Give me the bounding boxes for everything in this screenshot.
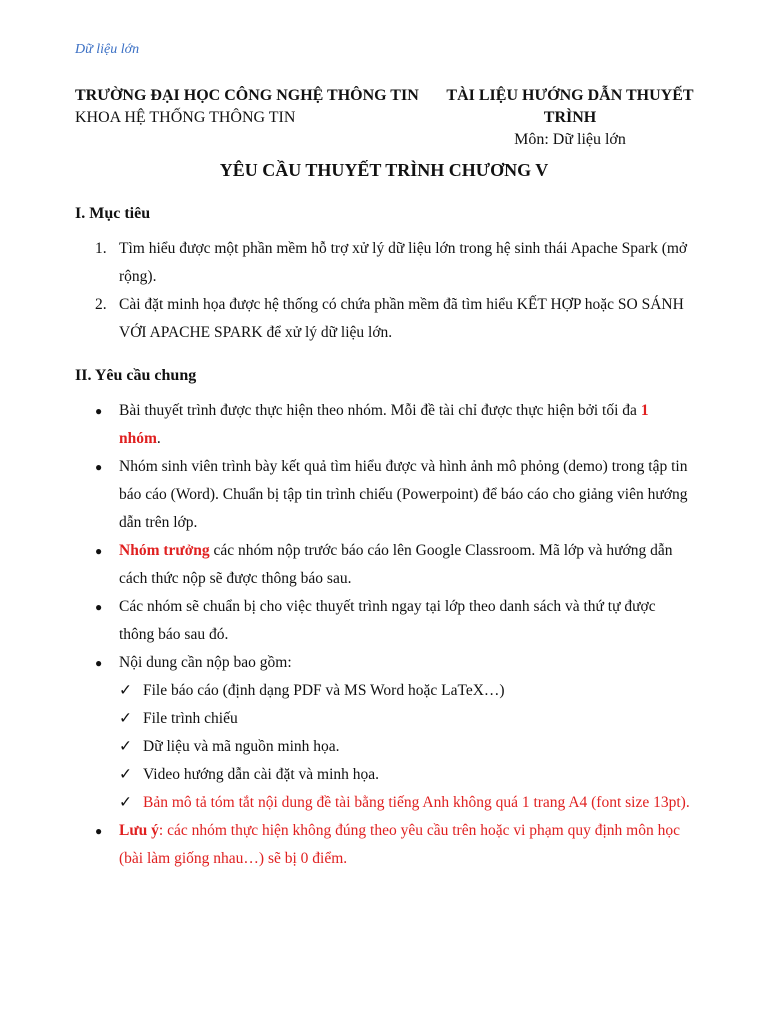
subject-name: Môn: Dữ liệu lớn [514,131,626,148]
item-text: File trình chiếu [143,710,238,727]
item-text: Video hướng dẫn cài đặt và minh họa. [143,766,380,783]
item-text: các nhóm nộp trước báo cáo lên Google Classroom. Mã lớp và hướng dẫn cách thức nộp sẽ được thông báo sau. [119,542,673,587]
checkmark-icon: ✓ [119,738,132,755]
checkmark-icon: ✓ [119,766,132,783]
bullet-icon: ● [95,404,103,418]
list-item [75,593,690,649]
section-heading-general: II. Yêu cầu chung [75,367,197,384]
item-text: Dữ liệu và mã nguồn minh họa. [143,738,340,755]
checkmark-icon: ✓ [119,710,132,727]
running-header: Dữ liệu lớn [75,42,140,57]
list-item [75,817,690,873]
item-text: Nhóm sinh viên trình bày kết quả tìm hiểu được và hình ảnh mô phỏng (demo) trong tập tin báo cáo (Word). Chuẩn bị tập tin trình chiếu (Powerpoint) để báo cáo cho giảng viên hướng dẫn trên lớp. [119,458,688,531]
item-text: Nội dung cần nộp bao gồm: [119,654,292,671]
checkmark-icon: ✓ [119,794,132,811]
item-text: Tìm hiểu được một phần mềm hỗ trợ xử lý dữ liệu lớn trong hệ sinh thái Apache Spark (mở rộng). [119,240,688,285]
bullet-icon: ● [95,824,103,838]
list-item [75,235,690,291]
checklist-item [75,733,690,761]
requirements-list [75,397,690,873]
list-item [75,453,690,537]
institution-block [75,85,419,129]
checklist-item [75,677,690,705]
item-number: 1. [95,240,107,257]
highlight-text: Nhóm trưởng [119,542,210,559]
bullet-icon: ● [95,460,103,474]
list-item [75,537,690,593]
item-number: 2. [95,296,107,313]
item-text: : các nhóm thực hiện không đúng theo yêu cầu trên hoặc vi phạm quy định môn học (bài làm giống nhau…) sẽ bị 0 điểm. [119,822,680,867]
item-text: File báo cáo (định dạng PDF và MS Word hoặc LaTeX…) [143,682,505,699]
highlight-text: 1 nhóm [119,402,649,447]
page-title: YÊU CẦU THUYẾT TRÌNH CHƯƠNG V [219,160,549,180]
document-type-title: TÀI LIỆU HƯỚNG DẪN THUYẾT TRÌNH [446,87,694,126]
item-text: Bản mô tả tóm tắt nội dung đề tài bằng tiếng Anh không quá 1 trang A4 (font size 13pt). [143,794,690,811]
faculty-name: KHOA HỆ THỐNG THÔNG TIN [75,109,296,126]
section-heading-objectives: I. Mục tiêu [75,205,151,222]
item-text: Bài thuyết trình được thực hiện theo nhóm. Mỗi đề tài chỉ được thực hiện bởi tối đa [119,402,641,419]
document-info-block [420,85,720,151]
school-name: TRƯỜNG ĐẠI HỌC CÔNG NGHỆ THÔNG TIN [75,87,419,104]
bullet-icon: ● [95,656,103,670]
list-item [75,397,690,453]
item-text: Các nhóm sẽ chuẩn bị cho việc thuyết trình ngay tại lớp theo danh sách và thứ tự được thông báo sau đó. [119,598,656,643]
item-text: Cài đặt minh họa được hệ thống có chứa phần mềm đã tìm hiểu KẾT HỢP hoặc SO SÁNH VỚI APACHE SPARK để xử lý dữ liệu lớn. [119,296,684,341]
bullet-icon: ● [95,600,103,614]
checkmark-icon: ✓ [119,682,132,699]
list-item [75,291,690,347]
objectives-list [75,235,690,347]
highlight-text: Lưu ý [119,822,159,839]
checklist-item [75,789,690,817]
list-item [75,649,690,677]
bullet-icon: ● [95,544,103,558]
checklist-item [75,705,690,733]
item-end: . [156,430,161,447]
checklist-item [75,761,690,789]
